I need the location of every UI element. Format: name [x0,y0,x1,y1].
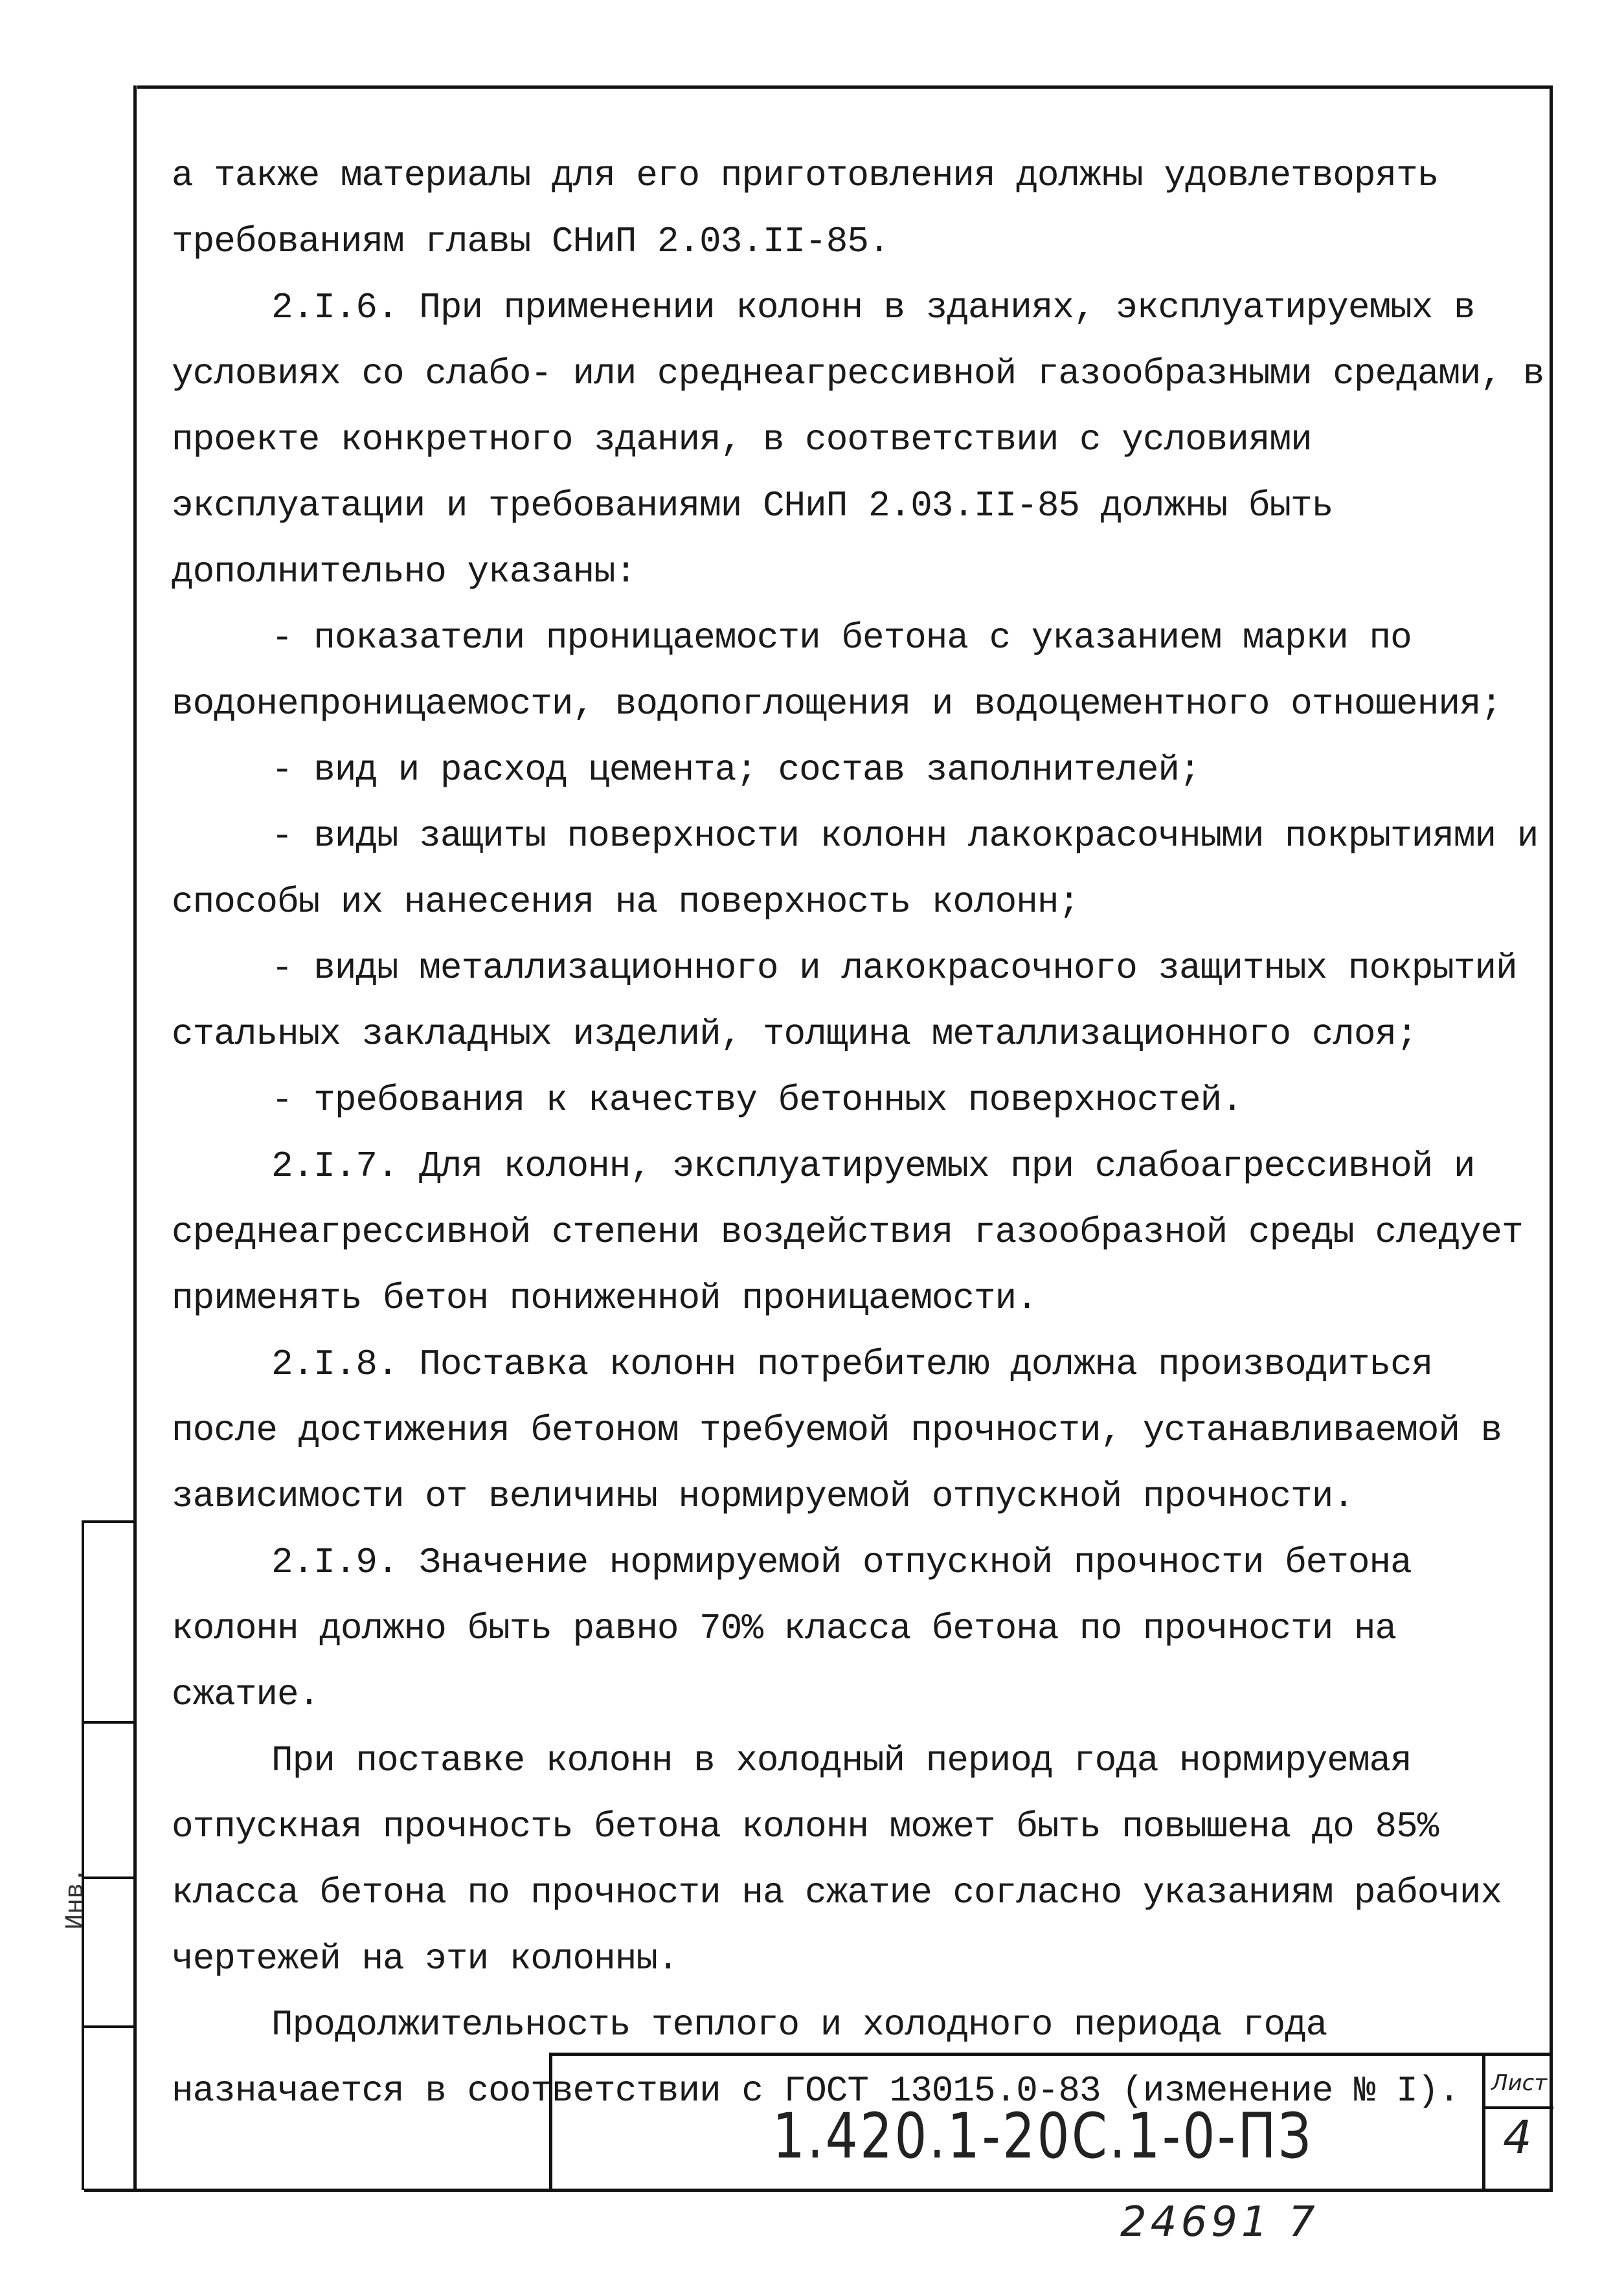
paragraph: 2.I.6. При применении колонн в зданиях, эксплуатируемых в условиях со слабо- или среднеагрессивной газообразными средами, в проекте конкретного здания, в соответствии с условиями эксплуатации и требованиями СНиП 2.03.II-85 должны быть дополнительно указаны: [172,287,1544,592]
frame-right-border [1550,85,1553,2106]
paragraph: - требования к качеству бетонных поверхностей. [271,1079,1243,1121]
frame-top-border [137,85,1553,89]
archive-number: 24691 7 [1120,2198,1319,2246]
sheet-cell-line [1482,2106,1553,2109]
document-code: 1.420.1-20C.1-0-ПЗ [773,2100,1313,2172]
paragraph: а также материалы для его приготовления должны удовлетворять требованиям главы СНиП 2.03.II-85. [172,155,1439,262]
title-block [549,2053,1553,2189]
margin-cell-divider [84,2025,136,2028]
paragraph: - вид и расход цемента; состав заполнителей; [271,749,1201,791]
margin-handwritten-mark: Инв. [62,1867,91,1930]
paragraph: Продолжительность теплого и холодного периода года назначается в соответствии с ГОСТ 13015.0-83 (изменение № I). [172,2004,1460,2112]
sheet-cell-divider [1482,2056,1485,2192]
paragraph: - виды металлизационного и лакокрасочного защитных покрытий стальных закладных изделий, толщина металлизационного слоя; [172,947,1517,1055]
margin-cell-divider [84,1520,136,1523]
margin-cell-divider [84,1876,136,1879]
margin-stamp-strip [82,1520,136,2190]
document-body [172,142,1544,2124]
frame-bottom-border [84,2189,1553,2192]
paragraph: 2.I.9. Значение нормируемой отпускной прочности бетона колонн должно быть равно 70% класса бетона по прочности на сжатие. [172,1542,1412,1715]
sheet-number: 4 [1503,2111,1532,2164]
sheet-label: Лист [1491,2070,1548,2096]
paragraph: - показатели проницаемости бетона с указанием марки по водонепроницаемости, водопоглощения и водоцементного отношения; [172,617,1502,725]
paragraph: При поставке колонн в холодный период года нормируемая отпускная прочность бетона колонн может быть повышена до 85% класса бетона по прочности на сжатие согласно указаниям рабочих чертежей на эти колонны. [172,1740,1502,1979]
margin-cell-divider [84,1721,136,1724]
paragraph: - виды защиты поверхности колонн лакокрасочными покрытиями и способы их нанесения на поверхность колонн; [172,815,1539,923]
paragraph: 2.I.8. Поставка колонн потребителю должна производиться после достижения бетоном требуемой прочности, устанавливаемой в зависимости от величины нормируемой отпускной прочности. [172,1344,1502,1517]
paragraph: 2.I.7. Для колонн, эксплуатируемых при слабоагрессивной и среднеагрессивной степени воздействия газообразной среды следует применять бетон пониженной проницаемости. [172,1145,1523,1319]
